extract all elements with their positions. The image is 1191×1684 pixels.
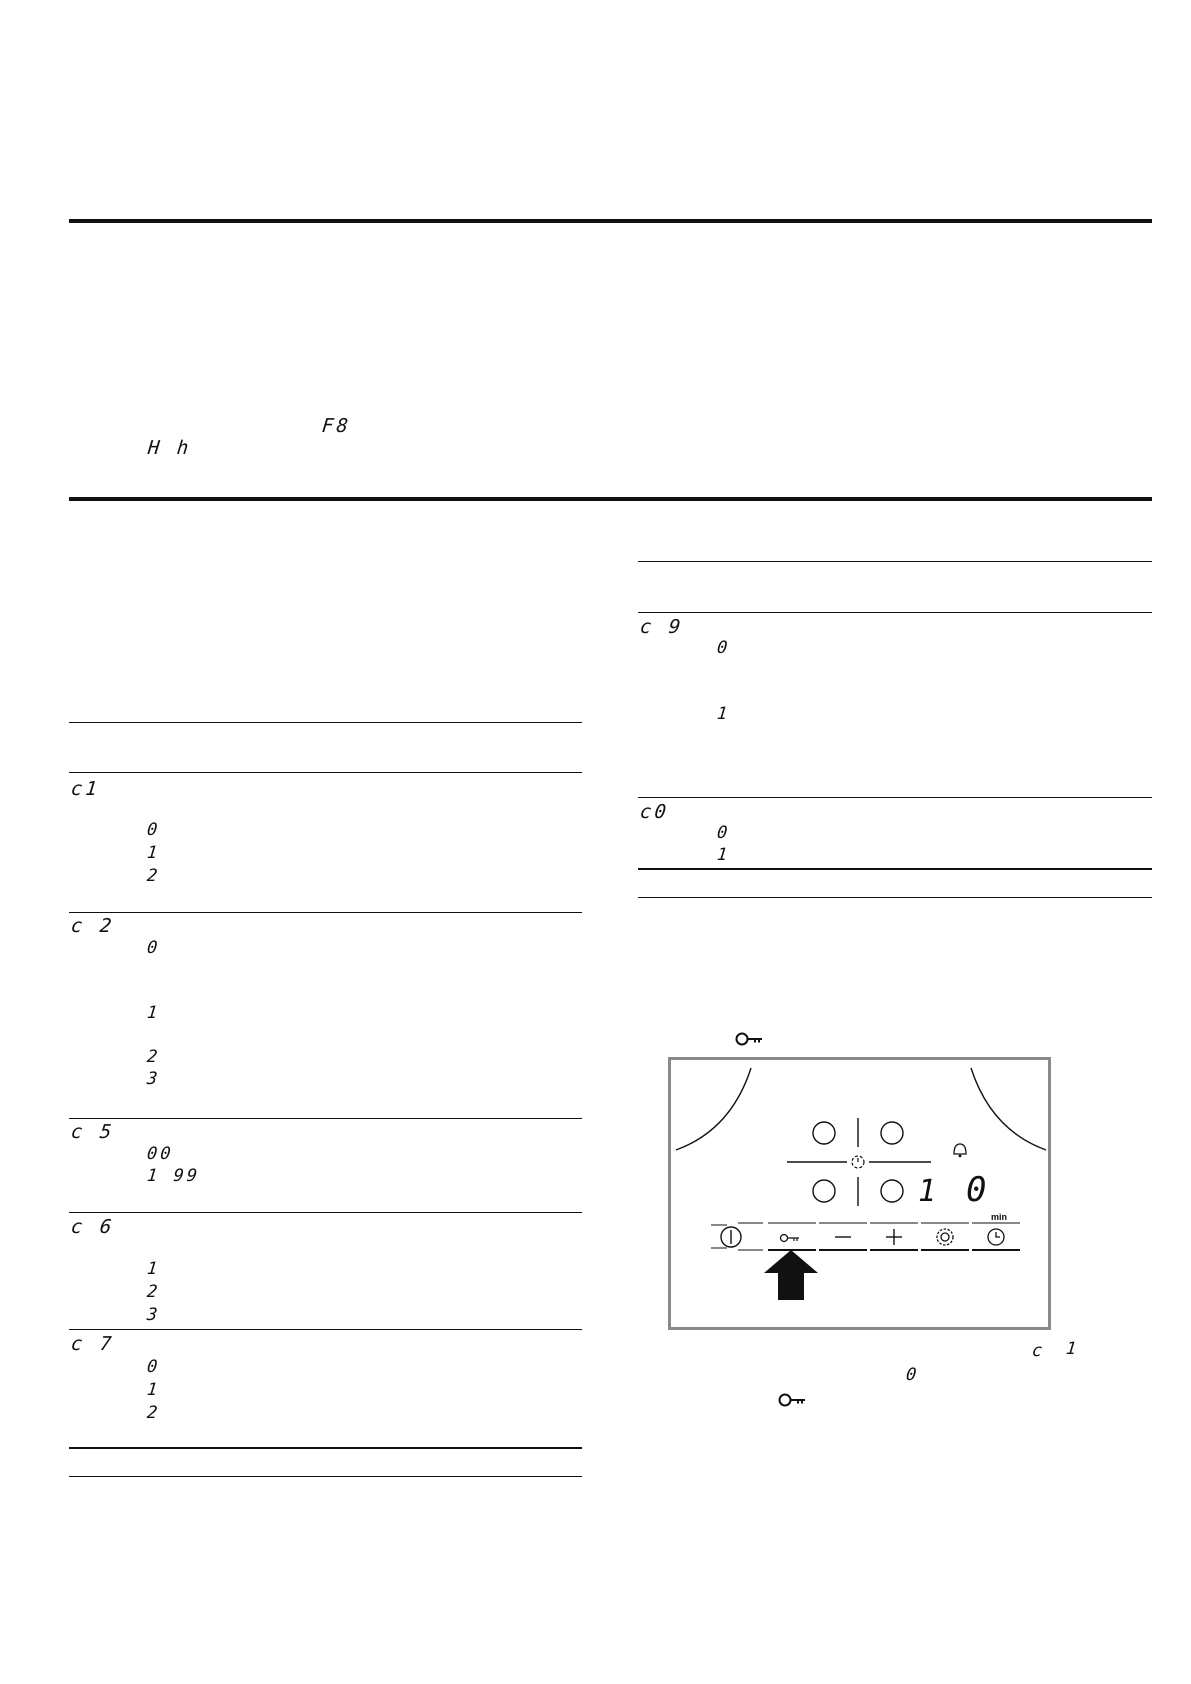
option-value: 1: [146, 1380, 162, 1400]
option-value: 0: [146, 938, 162, 958]
right-table-top-rule: [638, 561, 1152, 562]
option-value: 00: [146, 1144, 175, 1164]
row-code-c7: c 7: [69, 1333, 116, 1355]
clock-icon: [988, 1229, 1004, 1245]
row-code-c2: c 2: [69, 915, 116, 937]
option-value: 3: [146, 1305, 162, 1325]
right-table-bottom-rule: [638, 868, 1152, 870]
option-value: 1 99: [146, 1166, 202, 1186]
option-value: 2: [146, 1403, 162, 1423]
display-digit-left: 1: [918, 1174, 937, 1209]
zone-indicator-front-left: [813, 1180, 835, 1202]
left-table-bottom-rule: [69, 1447, 582, 1449]
zone-indicator-front-right: [881, 1180, 903, 1202]
option-value: 0: [716, 823, 732, 843]
option-value: 0: [716, 638, 732, 658]
option-value: 2: [146, 1047, 162, 1067]
option-value: 3: [146, 1069, 162, 1089]
key-lock-button-icon: [781, 1235, 800, 1242]
row-divider: [69, 912, 582, 913]
row-divider: [69, 1329, 582, 1330]
option-value: 1: [146, 843, 162, 863]
option-value: 0: [146, 1357, 162, 1377]
option-value: 2: [146, 866, 162, 886]
settings-icon: [937, 1229, 953, 1245]
option-value: 2: [146, 1282, 162, 1302]
code-c-number: 1: [1065, 1339, 1081, 1359]
row-divider: [638, 797, 1152, 798]
top-rule-2: [69, 497, 1152, 501]
right-table-end-rule: [638, 897, 1152, 898]
option-value: 0: [146, 820, 162, 840]
zone-indicator-rear-left: [813, 1122, 835, 1144]
cooktop-edge-right: [971, 1068, 1046, 1150]
code-f8: F8: [320, 415, 353, 437]
left-table-header-rule: [69, 772, 582, 773]
key-icon: [778, 1392, 808, 1408]
code-zero: 0: [905, 1365, 921, 1385]
power-icon: [721, 1227, 741, 1247]
row-code-c0: c0: [638, 801, 671, 823]
right-table-header-rule: [638, 612, 1152, 613]
key-icon: [735, 1031, 765, 1047]
row-code-c5: c 5: [69, 1121, 116, 1143]
zone-timer-icon: [852, 1156, 864, 1168]
control-panel-illustration: [668, 1057, 1051, 1330]
unit-label: min: [991, 1212, 1008, 1222]
option-value: 1: [146, 1259, 162, 1279]
cooktop-edge-left: [676, 1068, 751, 1150]
row-code-c9: c 9: [638, 616, 685, 638]
arrow-up-icon: [764, 1250, 818, 1300]
left-table-top-rule: [69, 722, 582, 723]
plus-icon: [886, 1229, 902, 1245]
code-c-letter: c: [1031, 1341, 1047, 1361]
option-value: 1: [146, 1003, 162, 1023]
display-digit-right: 0: [966, 1170, 987, 1210]
top-rule-1: [69, 219, 1152, 223]
row-divider: [69, 1118, 582, 1119]
row-divider: [69, 1212, 582, 1213]
option-value: 1: [716, 845, 732, 865]
left-table-end-rule: [69, 1476, 582, 1477]
option-value: 1: [716, 704, 732, 724]
bell-icon: [954, 1144, 966, 1157]
row-code-c6: c 6: [69, 1216, 116, 1238]
row-code-c1: c1: [69, 778, 102, 800]
zone-indicator-rear-right: [881, 1122, 903, 1144]
code-hh: H h: [146, 437, 193, 459]
